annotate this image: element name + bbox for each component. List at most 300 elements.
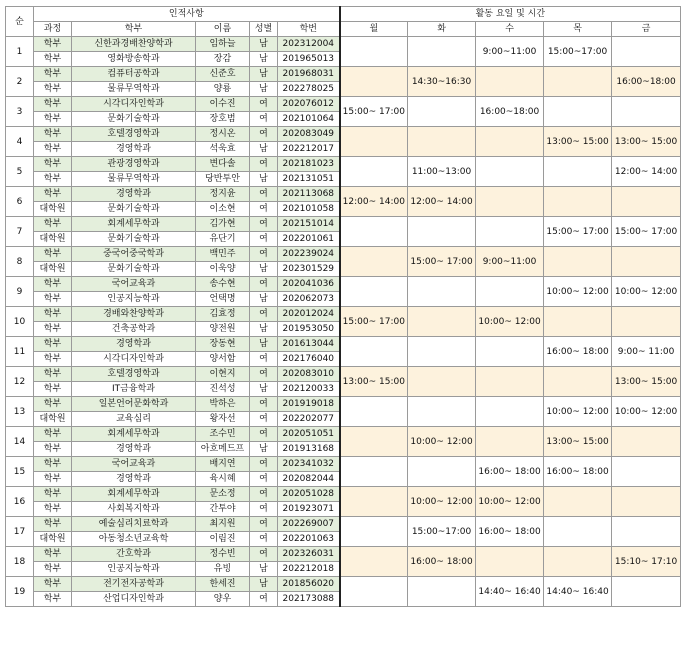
table-row xyxy=(6,517,681,532)
time-cell-wed xyxy=(476,187,544,217)
gender-cell: 여 xyxy=(250,187,278,202)
time-cell-fri: 12:00~ 14:00 xyxy=(612,157,681,187)
dept-cell: 전기전자공학과 xyxy=(72,577,196,592)
gender-cell: 여 xyxy=(250,307,278,322)
name-cell: 신준호 xyxy=(196,67,250,82)
time-cell-mon: 15:00~ 17:00 xyxy=(340,307,408,337)
time-cell-fri xyxy=(612,307,681,337)
course-cell: 학부 xyxy=(34,592,72,607)
time-cell-fri xyxy=(612,37,681,67)
time-cell-tue xyxy=(408,127,476,157)
time-cell-tue: 11:00~13:00 xyxy=(408,157,476,187)
time-cell-mon xyxy=(340,547,408,577)
header-day-wed: 수 xyxy=(476,22,544,37)
time-cell-mon xyxy=(340,277,408,307)
dept-cell: 물류무역학과 xyxy=(72,82,196,97)
gender-cell: 남 xyxy=(250,262,278,277)
header-day-thu: 목 xyxy=(544,22,612,37)
course-cell: 학부 xyxy=(34,217,72,232)
table-row xyxy=(6,97,681,112)
name-cell: 배지연 xyxy=(196,457,250,472)
header-day-tue: 화 xyxy=(408,22,476,37)
time-cell-thu: 10:00~ 12:00 xyxy=(544,277,612,307)
sid-cell: 202101064 xyxy=(278,112,340,127)
dept-cell: 경배와찬양학과 xyxy=(72,307,196,322)
time-cell-fri: 10:00~ 12:00 xyxy=(612,397,681,427)
dept-cell: 국어교육과 xyxy=(72,457,196,472)
dept-cell: 인공지능학과 xyxy=(72,292,196,307)
time-cell-wed xyxy=(476,427,544,457)
gender-cell: 남 xyxy=(250,37,278,52)
dept-cell: 경영학과 xyxy=(72,337,196,352)
time-cell-wed xyxy=(476,67,544,97)
group-number: 7 xyxy=(6,217,34,247)
gender-cell: 남 xyxy=(250,292,278,307)
gender-cell: 여 xyxy=(250,247,278,262)
time-cell-mon xyxy=(340,577,408,607)
time-cell-fri xyxy=(612,97,681,127)
name-cell: 한세진 xyxy=(196,577,250,592)
name-cell: 정수빈 xyxy=(196,547,250,562)
gender-cell: 남 xyxy=(250,562,278,577)
table-row xyxy=(6,577,681,592)
gender-cell: 여 xyxy=(250,157,278,172)
course-cell: 학부 xyxy=(34,502,72,517)
name-cell: 장감 xyxy=(196,52,250,67)
time-cell-mon xyxy=(340,427,408,457)
sid-cell: 202278025 xyxy=(278,82,340,97)
table-row xyxy=(6,37,681,52)
time-cell-wed: 16:00~ 18:00 xyxy=(476,517,544,547)
sid-cell: 202269007 xyxy=(278,517,340,532)
time-cell-fri: 9:00~ 11:00 xyxy=(612,337,681,367)
gender-cell: 여 xyxy=(250,127,278,142)
time-cell-mon xyxy=(340,127,408,157)
course-cell: 학부 xyxy=(34,577,72,592)
table-row xyxy=(6,157,681,172)
time-cell-tue: 14:30~16:30 xyxy=(408,67,476,97)
gender-cell: 남 xyxy=(250,82,278,97)
dept-cell: 경영학과 xyxy=(72,442,196,457)
course-cell: 학부 xyxy=(34,307,72,322)
sid-cell: 202201061 xyxy=(278,232,340,247)
sid-cell: 201613044 xyxy=(278,337,340,352)
time-cell-tue xyxy=(408,397,476,427)
sid-cell: 201913168 xyxy=(278,442,340,457)
name-cell: 변다솔 xyxy=(196,157,250,172)
time-cell-thu: 15:00~17:00 xyxy=(544,37,612,67)
course-cell: 대학원 xyxy=(34,412,72,427)
time-cell-tue xyxy=(408,457,476,487)
dept-cell: 아동청소년교육학 xyxy=(72,532,196,547)
gender-cell: 여 xyxy=(250,532,278,547)
dept-cell: 산업디자인학과 xyxy=(72,592,196,607)
group-number: 1 xyxy=(6,37,34,67)
time-cell-thu: 14:40~ 16:40 xyxy=(544,577,612,607)
time-cell-fri xyxy=(612,427,681,457)
sid-cell: 201919018 xyxy=(278,397,340,412)
header-dept: 학부 xyxy=(72,22,196,37)
group-number: 4 xyxy=(6,127,34,157)
sid-cell: 202301529 xyxy=(278,262,340,277)
course-cell: 학부 xyxy=(34,397,72,412)
course-cell: 학부 xyxy=(34,382,72,397)
course-cell: 학부 xyxy=(34,292,72,307)
dept-cell: 교육심리 xyxy=(72,412,196,427)
course-cell: 학부 xyxy=(34,277,72,292)
group-number: 9 xyxy=(6,277,34,307)
gender-cell: 여 xyxy=(250,232,278,247)
group-number: 19 xyxy=(6,577,34,607)
name-cell: 석욱효 xyxy=(196,142,250,157)
header-activity: 활동 요일 및 시간 xyxy=(340,7,681,22)
course-cell: 학부 xyxy=(34,352,72,367)
group-number: 2 xyxy=(6,67,34,97)
sid-cell: 202181023 xyxy=(278,157,340,172)
dept-cell: 관광경영학과 xyxy=(72,157,196,172)
sid-cell: 201923071 xyxy=(278,502,340,517)
sid-cell: 202201063 xyxy=(278,532,340,547)
time-cell-tue xyxy=(408,577,476,607)
dept-cell: 예술심리치료학과 xyxy=(72,517,196,532)
time-cell-thu: 10:00~ 12:00 xyxy=(544,397,612,427)
course-cell: 학부 xyxy=(34,127,72,142)
time-cell-thu: 13:00~ 15:00 xyxy=(544,127,612,157)
header-gender: 성별 xyxy=(250,22,278,37)
time-cell-tue: 16:00~ 18:00 xyxy=(408,547,476,577)
time-cell-wed xyxy=(476,337,544,367)
time-cell-thu xyxy=(544,97,612,127)
course-cell: 학부 xyxy=(34,367,72,382)
time-cell-thu xyxy=(544,547,612,577)
sid-cell: 202131051 xyxy=(278,172,340,187)
sid-cell: 202341032 xyxy=(278,457,340,472)
table-row xyxy=(6,337,681,352)
sid-cell: 202051028 xyxy=(278,487,340,502)
name-cell: 양서함 xyxy=(196,352,250,367)
table-row xyxy=(6,367,681,382)
time-cell-thu xyxy=(544,247,612,277)
gender-cell: 남 xyxy=(250,577,278,592)
sid-cell: 202202077 xyxy=(278,412,340,427)
course-cell: 학부 xyxy=(34,142,72,157)
time-cell-mon xyxy=(340,67,408,97)
name-cell: 박하은 xyxy=(196,397,250,412)
group-number: 12 xyxy=(6,367,34,397)
gender-cell: 남 xyxy=(250,442,278,457)
sid-cell: 202062073 xyxy=(278,292,340,307)
header-personal: 인적사항 xyxy=(34,7,340,22)
name-cell: 이수진 xyxy=(196,97,250,112)
time-cell-fri xyxy=(612,517,681,547)
name-cell: 이림진 xyxy=(196,532,250,547)
time-cell-mon xyxy=(340,247,408,277)
time-cell-wed: 10:00~ 12:00 xyxy=(476,307,544,337)
time-cell-mon xyxy=(340,37,408,67)
course-cell: 학부 xyxy=(34,442,72,457)
gender-cell: 남 xyxy=(250,172,278,187)
sid-cell: 202101058 xyxy=(278,202,340,217)
name-cell: 왕자선 xyxy=(196,412,250,427)
dept-cell: 신한과경배찬양학과 xyxy=(72,37,196,52)
time-cell-thu: 16:00~ 18:00 xyxy=(544,337,612,367)
gender-cell: 여 xyxy=(250,112,278,127)
dept-cell: 경영학과 xyxy=(72,187,196,202)
time-cell-tue: 10:00~ 12:00 xyxy=(408,487,476,517)
gender-cell: 여 xyxy=(250,547,278,562)
time-cell-tue xyxy=(408,277,476,307)
time-cell-thu xyxy=(544,307,612,337)
time-cell-mon xyxy=(340,457,408,487)
name-cell: 정지윤 xyxy=(196,187,250,202)
table-row xyxy=(6,487,681,502)
gender-cell: 여 xyxy=(250,412,278,427)
name-cell: 장동현 xyxy=(196,337,250,352)
group-number: 15 xyxy=(6,457,34,487)
gender-cell: 여 xyxy=(250,202,278,217)
name-cell: 양룡 xyxy=(196,82,250,97)
sid-cell: 201965013 xyxy=(278,52,340,67)
course-cell: 학부 xyxy=(34,82,72,97)
time-cell-tue xyxy=(408,337,476,367)
gender-cell: 여 xyxy=(250,352,278,367)
table-row xyxy=(6,127,681,142)
gender-cell: 여 xyxy=(250,397,278,412)
dept-cell: 문화기술학과 xyxy=(72,232,196,247)
course-cell: 대학원 xyxy=(34,262,72,277)
name-cell: 김효정 xyxy=(196,307,250,322)
name-cell: 백민주 xyxy=(196,247,250,262)
header-no: 순 xyxy=(6,7,34,37)
name-cell: 양전원 xyxy=(196,322,250,337)
course-cell: 학부 xyxy=(34,322,72,337)
sid-cell: 202076012 xyxy=(278,97,340,112)
time-cell-tue xyxy=(408,307,476,337)
dept-cell: 국어교육과 xyxy=(72,277,196,292)
header-day-fri: 금 xyxy=(612,22,681,37)
dept-cell: 회계세무학과 xyxy=(72,217,196,232)
dept-cell: 회계세무학과 xyxy=(72,487,196,502)
table-row xyxy=(6,547,681,562)
dept-cell: 문화기술학과 xyxy=(72,262,196,277)
gender-cell: 여 xyxy=(250,517,278,532)
sid-cell: 201856020 xyxy=(278,577,340,592)
name-cell: 정시온 xyxy=(196,127,250,142)
group-number: 3 xyxy=(6,97,34,127)
name-cell: 문소정 xyxy=(196,487,250,502)
course-cell: 학부 xyxy=(34,97,72,112)
table-row xyxy=(6,307,681,322)
sid-cell: 202239024 xyxy=(278,247,340,262)
time-cell-tue xyxy=(408,367,476,397)
time-cell-thu xyxy=(544,187,612,217)
course-cell: 학부 xyxy=(34,457,72,472)
name-cell: 김가현 xyxy=(196,217,250,232)
name-cell: 양우 xyxy=(196,592,250,607)
dept-cell: 시각디자인학과 xyxy=(72,97,196,112)
group-number: 5 xyxy=(6,157,34,187)
sid-cell: 202041036 xyxy=(278,277,340,292)
name-cell: 송수현 xyxy=(196,277,250,292)
time-cell-fri: 15:10~ 17:10 xyxy=(612,547,681,577)
sid-cell: 202082044 xyxy=(278,472,340,487)
table-row xyxy=(6,217,681,232)
dept-cell: 호텔경영학과 xyxy=(72,127,196,142)
course-cell: 학부 xyxy=(34,157,72,172)
sid-cell: 202051051 xyxy=(278,427,340,442)
group-number: 13 xyxy=(6,397,34,427)
time-cell-thu: 13:00~ 15:00 xyxy=(544,427,612,457)
time-cell-tue: 15:00~ 17:00 xyxy=(408,247,476,277)
course-cell: 학부 xyxy=(34,187,72,202)
gender-cell: 남 xyxy=(250,52,278,67)
gender-cell: 여 xyxy=(250,427,278,442)
dept-cell: 경영학과 xyxy=(72,142,196,157)
time-cell-wed xyxy=(476,127,544,157)
gender-cell: 여 xyxy=(250,457,278,472)
sid-cell: 202176040 xyxy=(278,352,340,367)
name-cell: 당반투안 xyxy=(196,172,250,187)
name-cell: 이욱양 xyxy=(196,262,250,277)
sid-cell: 202083049 xyxy=(278,127,340,142)
sid-cell: 202173088 xyxy=(278,592,340,607)
gender-cell: 여 xyxy=(250,487,278,502)
group-number: 17 xyxy=(6,517,34,547)
course-cell: 대학원 xyxy=(34,532,72,547)
time-cell-wed: 16:00~18:00 xyxy=(476,97,544,127)
gender-cell: 여 xyxy=(250,472,278,487)
time-cell-mon xyxy=(340,217,408,247)
name-cell: 아흐메드프 xyxy=(196,442,250,457)
course-cell: 학부 xyxy=(34,517,72,532)
header-day-mon: 월 xyxy=(340,22,408,37)
time-cell-wed: 9:00~11:00 xyxy=(476,37,544,67)
time-cell-thu xyxy=(544,367,612,397)
table-row xyxy=(6,457,681,472)
dept-cell: 건축공학과 xyxy=(72,322,196,337)
name-cell: 임하늘 xyxy=(196,37,250,52)
header-sid: 학번 xyxy=(278,22,340,37)
dept-cell: 인공지능학과 xyxy=(72,562,196,577)
sid-cell: 201953050 xyxy=(278,322,340,337)
gender-cell: 여 xyxy=(250,97,278,112)
course-cell: 학부 xyxy=(34,547,72,562)
sid-cell: 202212017 xyxy=(278,142,340,157)
course-cell: 대학원 xyxy=(34,202,72,217)
time-cell-wed: 10:00~ 12:00 xyxy=(476,487,544,517)
group-number: 18 xyxy=(6,547,34,577)
gender-cell: 남 xyxy=(250,382,278,397)
sid-cell: 202151014 xyxy=(278,217,340,232)
gender-cell: 여 xyxy=(250,592,278,607)
sid-cell: 202312004 xyxy=(278,37,340,52)
course-cell: 대학원 xyxy=(34,232,72,247)
sid-cell: 202012024 xyxy=(278,307,340,322)
course-cell: 학부 xyxy=(34,172,72,187)
gender-cell: 여 xyxy=(250,217,278,232)
gender-cell: 남 xyxy=(250,337,278,352)
time-cell-mon xyxy=(340,157,408,187)
time-cell-thu xyxy=(544,67,612,97)
dept-cell: 사회복지학과 xyxy=(72,502,196,517)
time-cell-thu xyxy=(544,517,612,547)
time-cell-fri xyxy=(612,457,681,487)
dept-cell: 간호학과 xyxy=(72,547,196,562)
dept-cell: 중국어중국학과 xyxy=(72,247,196,262)
header-name: 이름 xyxy=(196,22,250,37)
gender-cell: 남 xyxy=(250,142,278,157)
time-cell-fri xyxy=(612,577,681,607)
dept-cell: 회계세무학과 xyxy=(72,427,196,442)
gender-cell: 남 xyxy=(250,67,278,82)
gender-cell: 여 xyxy=(250,502,278,517)
name-cell: 유단기 xyxy=(196,232,250,247)
name-cell: 이소현 xyxy=(196,202,250,217)
name-cell: 언택명 xyxy=(196,292,250,307)
dept-cell: IT금융학과 xyxy=(72,382,196,397)
name-cell: 유빙 xyxy=(196,562,250,577)
name-cell: 진석성 xyxy=(196,382,250,397)
course-cell: 학부 xyxy=(34,67,72,82)
header-course: 과정 xyxy=(34,22,72,37)
time-cell-wed: 16:00~ 18:00 xyxy=(476,457,544,487)
time-cell-fri xyxy=(612,487,681,517)
time-cell-mon xyxy=(340,517,408,547)
dept-cell: 영화방송학과 xyxy=(72,52,196,67)
dept-cell: 경영학과 xyxy=(72,472,196,487)
gender-cell: 여 xyxy=(250,277,278,292)
name-cell: 장호범 xyxy=(196,112,250,127)
time-cell-wed xyxy=(476,157,544,187)
group-number: 14 xyxy=(6,427,34,457)
course-cell: 학부 xyxy=(34,427,72,442)
course-cell: 학부 xyxy=(34,487,72,502)
table-row xyxy=(6,67,681,82)
schedule-table xyxy=(5,6,681,607)
time-cell-wed: 14:40~ 16:40 xyxy=(476,577,544,607)
sid-cell: 202120033 xyxy=(278,382,340,397)
time-cell-fri: 16:00~18:00 xyxy=(612,67,681,97)
time-cell-fri: 13:00~ 15:00 xyxy=(612,367,681,397)
name-cell: 간투야 xyxy=(196,502,250,517)
group-number: 8 xyxy=(6,247,34,277)
course-cell: 학부 xyxy=(34,562,72,577)
time-cell-thu: 15:00~ 17:00 xyxy=(544,217,612,247)
time-cell-mon xyxy=(340,397,408,427)
time-cell-mon: 12:00~ 14:00 xyxy=(340,187,408,217)
table-row xyxy=(6,427,681,442)
course-cell: 학부 xyxy=(34,247,72,262)
course-cell: 학부 xyxy=(34,52,72,67)
dept-cell: 물류무역학과 xyxy=(72,172,196,187)
dept-cell: 컴퓨터공학과 xyxy=(72,67,196,82)
table-row xyxy=(6,247,681,262)
table-row xyxy=(6,187,681,202)
time-cell-tue: 15:00~17:00 xyxy=(408,517,476,547)
time-cell-mon: 15:00~ 17:00 xyxy=(340,97,408,127)
time-cell-fri xyxy=(612,187,681,217)
time-cell-tue: 10:00~ 12:00 xyxy=(408,427,476,457)
time-cell-fri xyxy=(612,247,681,277)
time-cell-wed xyxy=(476,397,544,427)
course-cell: 학부 xyxy=(34,37,72,52)
time-cell-tue xyxy=(408,97,476,127)
dept-cell: 문화기술학과 xyxy=(72,202,196,217)
group-number: 6 xyxy=(6,187,34,217)
group-number: 10 xyxy=(6,307,34,337)
time-cell-fri: 13:00~ 15:00 xyxy=(612,127,681,157)
course-cell: 학부 xyxy=(34,337,72,352)
